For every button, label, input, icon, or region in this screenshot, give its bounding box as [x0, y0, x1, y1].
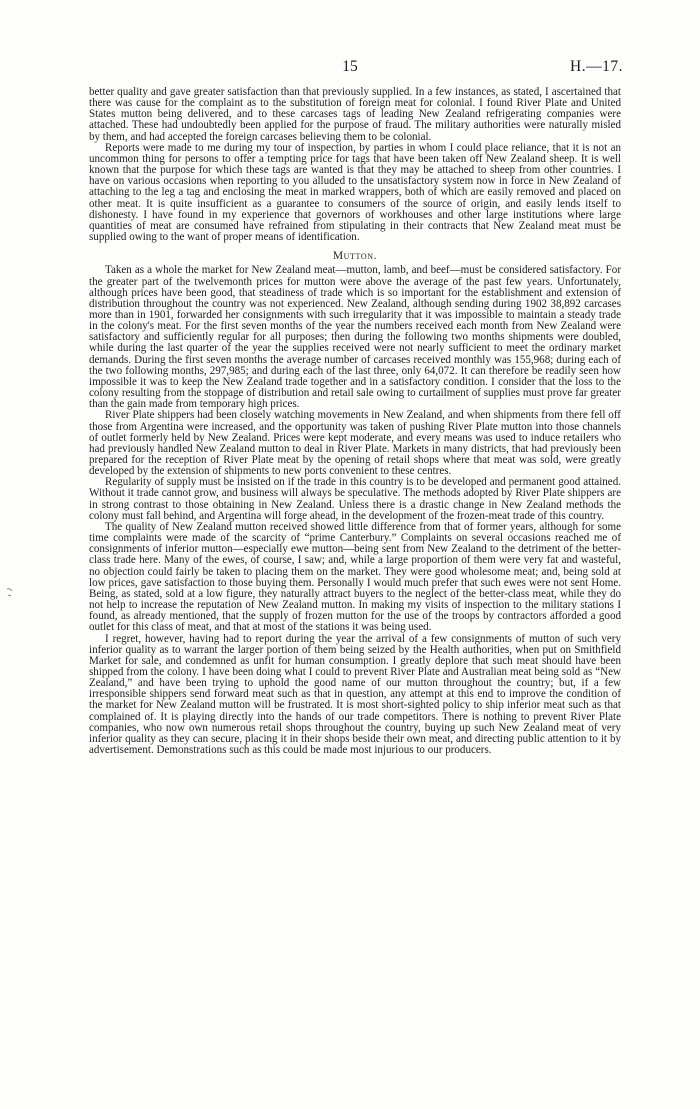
- paragraph: Reports were made to me during my tour of inspection, by parties in whom I could place reliance, that it is not an uncommon thing for persons to offer a tempting price for tags that have been taken off New Zealand sheep. It is well known that the purpose for which these tags are wanted is that they may be attached to sheep from other countries. I have on various occasions when reporting to you alluded to the unsatisfactory system now in force in New Zealand of attaching to the leg a tag and enclosing the meat in marked wrappers, both of which are easily removed and placed on other meat. It is quite insufficient as a guarantee to consumers of the source of origin, and easily lends itself to dishonesty. I have found in my experience that governors of workhouses and other large institutions where large quantities of meat are consumed have refrained from stipulating in their contracts that New Zealand meat must be supplied owing to the want of proper means of identification.: [89, 141, 621, 244]
- section-heading: Mutton.: [332, 250, 378, 263]
- paragraph: The quality of New Zealand mutton received showed little difference from that of former years, although for some time complaints were made of the scarcity of “prime Canterbury.” Complaints on several occasions reached me of consignments of inferior mutton—especially ewe mutton—being sent from New Zealand to the detriment of the better-class trade here. Many of the ewes, of course, I saw; and, while a large proportion of them were very fat and wasteful, no objection could fairly be taken to placing them on the market. They were good wholesome meat; and, being sold at low prices, gave satisfaction to those buying them. Personally I would much prefer that such ewes were not sent Home. Being, as stated, sold at a low figure, they naturally attract buyers to the neglect of the better-class meat, while they do not help to increase the reputation of New Zealand mutton. In making my visits of inspection to the military stations I found, as already mentioned, that the supply of frozen mutton for the use of the troops by contractors afforded a good outlet for this class of meat, and that at most of the stations it was being used.: [89, 520, 621, 634]
- margin-ink-mark: [5, 586, 15, 600]
- paragraph: Taken as a whole the market for New Zealand meat—mutton, lamb, and beef—must be considered satisfactory. For the greater part of the twelvemonth prices for mutton were above the average of the past few years. Unfortunately, although prices have been good, that steadiness of trade which is so important for the establishment and extension of distribution throughout the country was not experienced. New Zealand, although sending during 1902 38,892 carcases more than in 1901, forwarded her consignments with such irregularity that it was impossible to maintain a steady trade in the colony's meat. For the first seven months of the year the numbers received each month from New Zealand were satisfactory and sufficiently regular for all purposes; then during the following two months shipments were doubled, while during the last quarter of the year the supplies received were not nearly sufficient to meet the ordinary market demands. During the first seven months the average number of carcases received monthly was 155,968; during each of the two following months, 297,985; and during each of the last three, only 64,072. It can therefore be readily seen how impossible it was to keep the New Zealand trade together and in a satisfactory condition. I consider that the loss to the colony resulting from the stoppage of distribution and retail sale owing to curtailment of supplies must prove far greater than the gain made from temporary high prices.: [89, 264, 621, 411]
- page-header: [0, 58, 700, 82]
- paragraph: River Plate shippers had been closely watching movements in New Zealand, and when shipments from there fell off those from Argentina were increased, and the opportunity was taken of pushing River Plate mutton into those channels of outlet formerly held by New Zealand. Prices were kept moderate, and every means was used to induce retailers who had previously handled New Zealand mutton to deal in River Plate. Markets in many districts, that had previously been prepared for the reception of River Plate meat by the opening of retail shops where that meat was sold, were greatly developed by the extension of shipments to new ports convenient to these centres.: [89, 409, 621, 478]
- paragraph: better quality and gave greater satisfaction than that previously supplied. In a few instances, as stated, I ascertained that there was cause for the complaint as to the substitution of foreign meat for colonial. I found River Plate and United States mutton being delivered, and to these carcases tags of leading New Zealand refrigerating companies were attached. These had undoubtedly been applied for the purpose of fraud. The military authorities were naturally misled by them, and had accepted the foreign carcases believing them to be colonial.: [89, 86, 621, 143]
- body-text: [89, 87, 621, 756]
- page-number: 15: [342, 58, 358, 75]
- paragraph: Regularity of supply must be insisted on if the trade in this country is to be developed and permanent good attained. Without it trade cannot grow, and business will always be speculative. The methods adopted by River Plate shippers are in strong contrast to those obtaining in New Zealand. Unless there is a drastic change in New Zealand methods the colony must fall behind, and Argentina will forge ahead, in the development of the frozen-meat trade of this country.: [89, 476, 621, 522]
- paragraph: I regret, however, having had to report during the year the arrival of a few consignments of mutton of such very inferior quality as to warrant the larger portion of them being seized by the Health authorities, when put on Smithfield Market for sale, and condemned as unfit for human consumption. I greatly deplore that such meat should have been shipped from the colony. I have been doing what I could to prevent River Plate and Australian meat being sold as “New Zealand,” and have been trying to uphold the good name of our mutton throughout the country; but, if a few irresponsible shippers send forward meat such as that in question, any attempt at this end to improve the condition of the market for New Zealand mutton will be frustrated. It is most short-sighted policy to ship inferior meat such as that complained of. It is playing directly into the hands of our trade competitors. There is nothing to prevent River Plate companies, who now own numerous retail shops throughout the country, buying up such New Zealand meat of very inferior quality as they can secure, placing it in their shops beside their own meat, and directing public attention to it by advertisement. Demonstrations such as this could be made most injurious to our producers.: [89, 632, 621, 757]
- document-reference: H.—17.: [570, 58, 623, 75]
